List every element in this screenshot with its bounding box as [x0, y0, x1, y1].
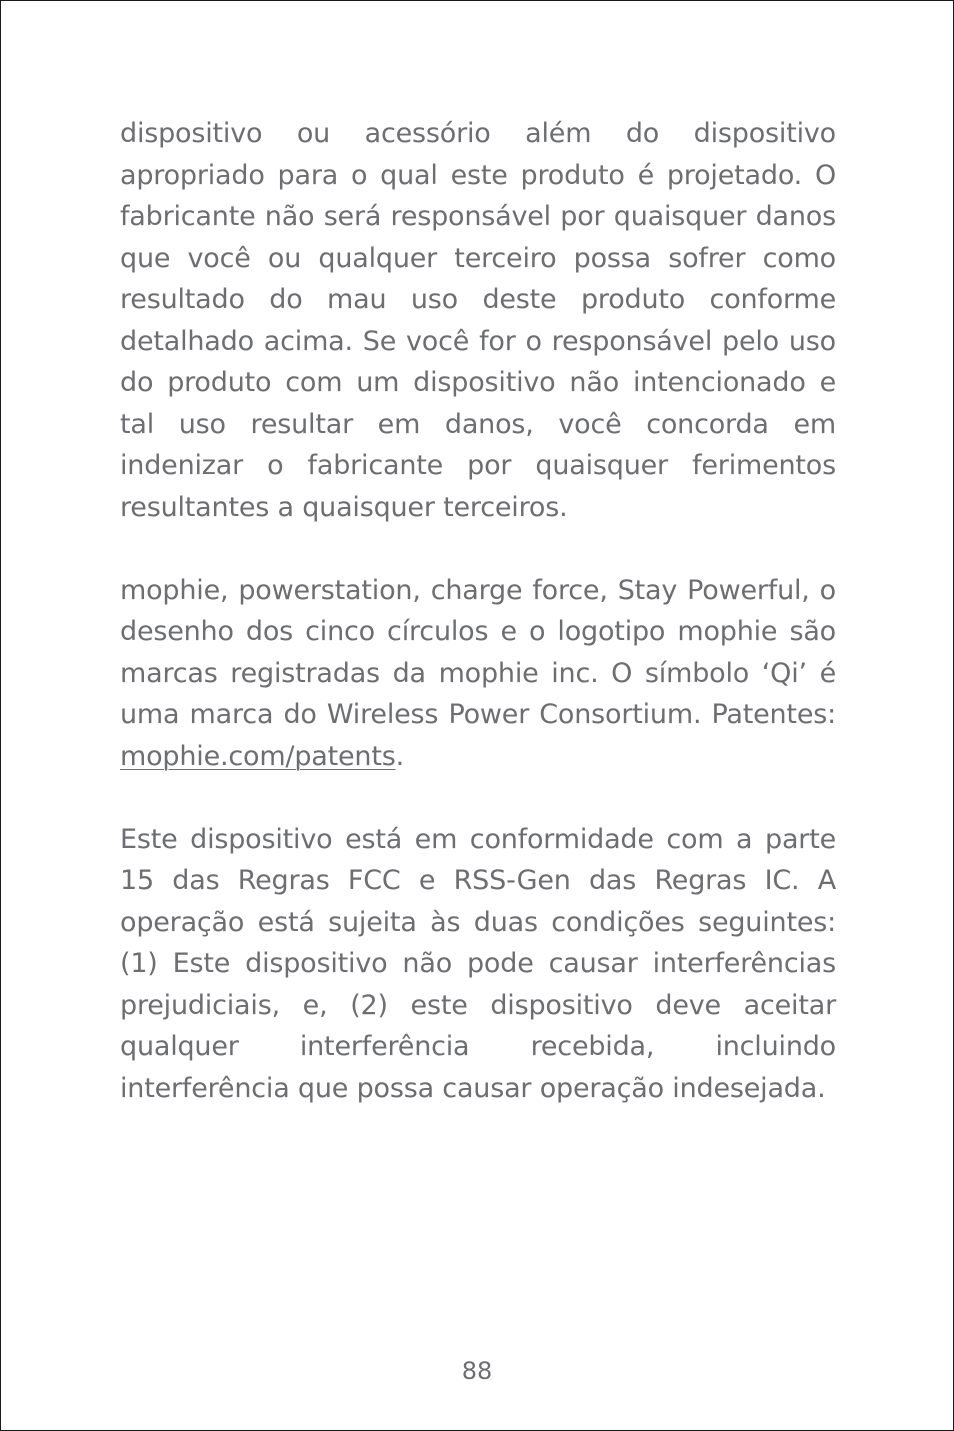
trademarks-text: mophie, powerstation, charge force, Stay Powerful, o desenho dos cinco círculos e o logotipo mophie são marcas registradas da mophie inc. O símbolo ‘Qi’ é uma marca do Wireless Power Consortium. Patentes: [120, 574, 836, 730]
page-number: 88 [461, 1357, 493, 1385]
paragraph-liability: dispositivo ou acessório além do dispositivo apropriado para o qual este produto é projetado. O fabricante não será responsável por quaisquer danos que você ou qualquer terceiro possa sofrer como resultado do mau uso deste produto conforme detalhado acima. Se você for o responsável pelo uso do produto com um dispositivo não intencionado e tal uso resultar em danos, você concorda em indenizar o fabricante por quaisquer ferimentos resultantes a quaisquer terceiros. [120, 118, 836, 523]
trademarks-period: . [395, 740, 404, 772]
patents-link[interactable]: mophie.com/patents [120, 740, 396, 772]
paragraph-fcc-compliance: Este dispositivo está em conformidade com a parte 15 das Regras FCC e RSS-Gen das Regras IC. A operação está sujeita às duas condições seguintes: (1) Este dispositivo não pode causar interferências prejudiciais, e, (2) este dispositivo deve aceitar qualquer interferência recebida, incluindo interferência que possa causar operação indesejada. [120, 823, 836, 1104]
page-body [120, 113, 836, 1109]
paragraph-trademarks [120, 570, 836, 778]
